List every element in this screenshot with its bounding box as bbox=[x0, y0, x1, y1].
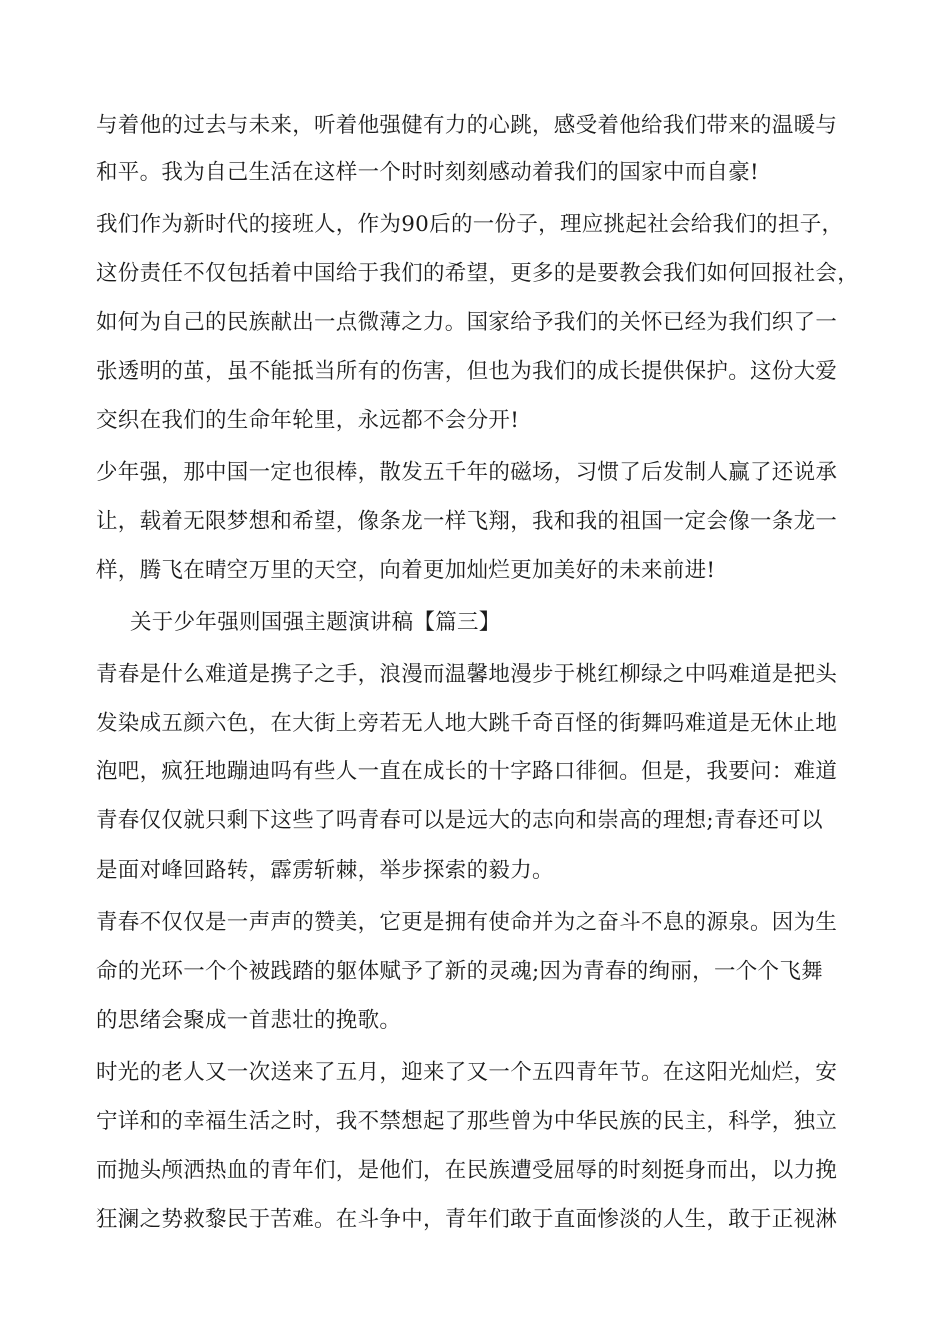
text-line: 青春不仅仅是一声声的赞美，它更是拥有使命并为之奋斗不息的源泉。因为生 bbox=[96, 910, 838, 935]
text-line: 我们作为新时代的接班人，作为90后的一份子，理应挑起社会给我们的担子， bbox=[96, 212, 844, 237]
text-line: 让，载着无限梦想和希望，像条龙一样飞翔，我和我的祖国一定会像一条龙一 bbox=[96, 509, 838, 534]
text-line: 命的光环一个个被践踏的躯体赋予了新的灵魂;因为青春的绚丽，一个个飞舞 bbox=[96, 959, 823, 984]
text-line: 和平。我为自己生活在这样一个时时刻刻感动着我们的国家中而自豪! bbox=[96, 160, 759, 185]
text-line: 这份责任不仅包括着中国给于我们的希望，更多的是要教会我们如何回报社会， bbox=[96, 261, 860, 286]
text-line: 少年强，那中国一定也很棒，散发五千年的磁场，习惯了后发制人赢了还说承 bbox=[96, 460, 838, 485]
text-line: 张透明的茧，虽不能抵当所有的伤害，但也为我们的成长提供保护。这份大爱 bbox=[96, 359, 838, 384]
text-line: 青春是什么难道是携子之手，浪漫而温馨地漫步于桃红柳绿之中吗难道是把头 bbox=[96, 662, 838, 687]
text-line: 而抛头颅洒热血的青年们，是他们，在民族遭受屈辱的时刻挺身而出，以力挽 bbox=[96, 1158, 838, 1183]
text-line: 宁详和的幸福生活之时，我不禁想起了那些曾为中华民族的民主，科学，独立 bbox=[96, 1109, 838, 1134]
text-line: 狂澜之势救黎民于苦难。在斗争中，青年们敢于直面惨淡的人生，敢于正视淋 bbox=[96, 1207, 838, 1232]
text-line: 是面对峰回路转，霹雳斩棘，举步探索的毅力。 bbox=[96, 858, 554, 883]
text-line: 发染成五颜六色，在大街上旁若无人地大跳千奇百怪的街舞吗难道是无休止地 bbox=[96, 711, 838, 736]
text-line: 如何为自己的民族献出一点微薄之力。国家给予我们的关怀已经为我们织了一 bbox=[96, 310, 838, 335]
text-line: 青春仅仅就只剩下这些了吗青春可以是远大的志向和崇高的理想;青春还可以 bbox=[96, 808, 823, 833]
text-line: 交织在我们的生命年轮里，永远都不会分开! bbox=[96, 408, 520, 433]
text-line: 样，腾飞在晴空万里的天空，向着更加灿烂更加美好的未来前进! bbox=[96, 558, 716, 583]
section-heading: 关于少年强则国强主题演讲稿【篇三】 bbox=[130, 610, 501, 635]
text-line: 与着他的过去与未来，听着他强健有力的心跳，感受着他给我们带来的温暖与 bbox=[96, 113, 838, 138]
text-line: 时光的老人又一次送来了五月，迎来了又一个五四青年节。在这阳光灿烂，安 bbox=[96, 1060, 838, 1085]
text-line: 的思绪会聚成一首悲壮的挽歌。 bbox=[96, 1008, 402, 1033]
text-line: 泡吧，疯狂地蹦迪吗有些人一直在成长的十字路口徘徊。但是，我要问：难道 bbox=[96, 759, 838, 784]
